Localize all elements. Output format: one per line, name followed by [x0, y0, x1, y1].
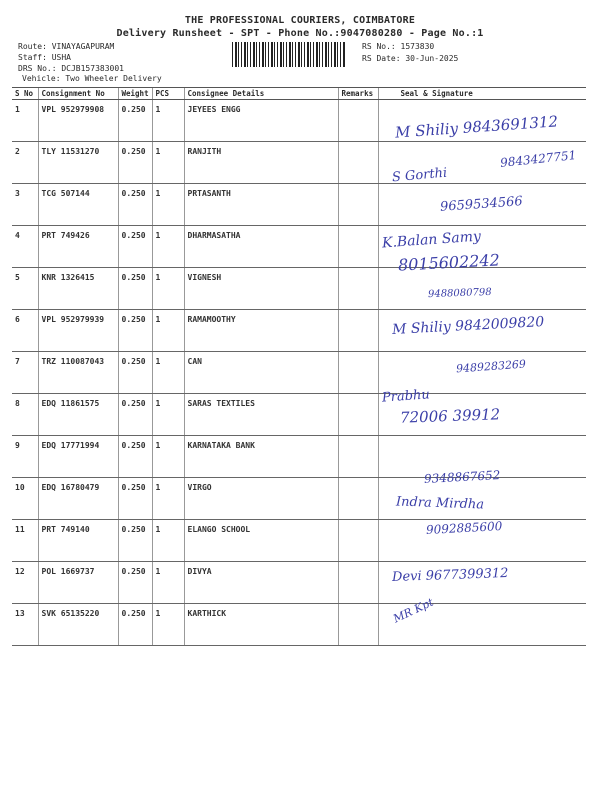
handwritten-signature: S Gorthi [391, 165, 448, 186]
cell-sno: 13 [12, 604, 38, 646]
table-row [12, 604, 586, 646]
col-sno: S No [12, 88, 38, 100]
handwritten-signature: M Shiliy 9843691312 [394, 112, 559, 142]
cell-remarks [338, 352, 378, 394]
runsheet-subtitle [0, 28, 600, 39]
cell-remarks [338, 436, 378, 478]
cell-weight: 0.250 [118, 520, 152, 562]
cell-sno: 6 [12, 310, 38, 352]
cell-consignee: VIGNESH [184, 268, 338, 310]
cell-consignee: CAN [184, 352, 338, 394]
cell-consignment: EDQ 16780479 [38, 478, 118, 520]
cell-remarks [338, 520, 378, 562]
cell-weight: 0.250 [118, 100, 152, 142]
cell-pcs: 1 [152, 226, 184, 268]
vehicle-label: Vehicle: Two Wheeler Delivery [22, 74, 162, 83]
cell-consignment: PRT 749426 [38, 226, 118, 268]
cell-sno: 2 [12, 142, 38, 184]
cell-weight: 0.250 [118, 604, 152, 646]
cell-consignment: KNR 1326415 [38, 268, 118, 310]
handwritten-signature: 9092885600 [425, 519, 503, 537]
col-consignment: Consignment No [38, 88, 118, 100]
cell-consignee: RAMAMOOTHY [184, 310, 338, 352]
handwritten-signature: 9488080798 [427, 286, 492, 301]
cell-sno: 7 [12, 352, 38, 394]
cell-consignment: EDQ 17771994 [38, 436, 118, 478]
cell-sno: 10 [12, 478, 38, 520]
cell-remarks [338, 184, 378, 226]
cell-weight: 0.250 [118, 184, 152, 226]
cell-weight: 0.250 [118, 142, 152, 184]
table-row [12, 268, 586, 310]
handwritten-signature: M Shiliy 9842009820 [391, 314, 545, 338]
cell-weight: 0.250 [118, 562, 152, 604]
barcode-image [232, 42, 345, 67]
cell-remarks [338, 478, 378, 520]
cell-consignee: DHARMASATHA [184, 226, 338, 268]
rs-date: RS Date: 30-Jun-2025 [362, 54, 459, 63]
handwritten-signature: 9659534566 [439, 194, 524, 215]
cell-consignment: TCG 507144 [38, 184, 118, 226]
cell-weight: 0.250 [118, 436, 152, 478]
cell-remarks [338, 604, 378, 646]
subtitle-right: - Page No.:1 [402, 28, 484, 39]
cell-sno: 11 [12, 520, 38, 562]
subtitle-left: Delivery Runsheet - SPT - Phone No.: [116, 28, 341, 39]
cell-remarks [338, 562, 378, 604]
cell-sno: 9 [12, 436, 38, 478]
cell-consignee: VIRGO [184, 478, 338, 520]
cell-consignment: POL 1669737 [38, 562, 118, 604]
cell-remarks [338, 268, 378, 310]
handwritten-signature: Devi 9677399312 [391, 565, 509, 586]
cell-weight: 0.250 [118, 268, 152, 310]
staff-label: Staff: USHA [18, 53, 71, 62]
cell-weight: 0.250 [118, 352, 152, 394]
handwritten-signature: 9843427751 [499, 148, 577, 170]
cell-consignee: SARAS TEXTILES [184, 394, 338, 436]
col-signature: Seal & Signature [378, 88, 586, 100]
handwritten-signature: 9489283269 [455, 357, 527, 376]
handwritten-signature: K.Balan Samy [381, 228, 482, 252]
cell-sno: 1 [12, 100, 38, 142]
drs-number: DRS No.: DCJB157383001 [18, 64, 124, 73]
cell-consignee: PRTASANTH [184, 184, 338, 226]
cell-consignee: JEYEES ENGG [184, 100, 338, 142]
col-remarks: Remarks [338, 88, 378, 100]
cell-pcs: 1 [152, 100, 184, 142]
cell-sno: 4 [12, 226, 38, 268]
table-header-row [12, 88, 586, 100]
cell-consignment: TRZ 110087043 [38, 352, 118, 394]
cell-pcs: 1 [152, 604, 184, 646]
company-title: THE PROFESSIONAL COURIERS, COIMBATORE [184, 15, 416, 26]
handwritten-signature: 8015602242 [397, 250, 501, 275]
table-row [12, 352, 586, 394]
cell-remarks [338, 226, 378, 268]
cell-consignment: TLY 11531270 [38, 142, 118, 184]
cell-pcs: 1 [152, 184, 184, 226]
cell-weight: 0.250 [118, 394, 152, 436]
cell-weight: 0.250 [118, 478, 152, 520]
cell-weight: 0.250 [118, 226, 152, 268]
cell-remarks [338, 142, 378, 184]
cell-pcs: 1 [152, 436, 184, 478]
handwritten-signature: MR Kpt [391, 595, 436, 626]
handwritten-signature: Prabhu [381, 387, 431, 406]
cell-pcs: 1 [152, 268, 184, 310]
handwritten-signature: 72006 39912 [399, 405, 501, 427]
cell-pcs: 1 [152, 142, 184, 184]
cell-pcs: 1 [152, 478, 184, 520]
cell-remarks [338, 394, 378, 436]
cell-pcs: 1 [152, 520, 184, 562]
cell-pcs: 1 [152, 562, 184, 604]
cell-consignment: VPL 952979939 [38, 310, 118, 352]
handwritten-signature: Indra Mirdha [395, 494, 485, 513]
cell-sno: 3 [12, 184, 38, 226]
cell-pcs: 1 [152, 352, 184, 394]
rs-number: RS No.: 1573830 [362, 42, 435, 51]
col-consignee: Consignee Details [184, 88, 338, 100]
cell-sno: 5 [12, 268, 38, 310]
cell-weight: 0.250 [118, 310, 152, 352]
col-weight: Weight [118, 88, 152, 100]
cell-consignment: SVK 65135220 [38, 604, 118, 646]
cell-consignment: PRT 749140 [38, 520, 118, 562]
col-pcs: PCS [152, 88, 184, 100]
cell-pcs: 1 [152, 394, 184, 436]
cell-remarks [338, 310, 378, 352]
cell-remarks [338, 100, 378, 142]
table-row [12, 478, 586, 520]
cell-sno: 12 [12, 562, 38, 604]
route-label: Route: VINAYAGAPURAM [18, 42, 115, 51]
handwritten-signature: 9348867652 [423, 468, 501, 486]
cell-consignee: KARTHICK [184, 604, 338, 646]
cell-sno: 8 [12, 394, 38, 436]
cell-consignee: RANJITH [184, 142, 338, 184]
cell-consignee: KARNATAKA BANK [184, 436, 338, 478]
phone-number: 9047080280 [340, 28, 403, 39]
cell-consignment: EDQ 11861575 [38, 394, 118, 436]
cell-pcs: 1 [152, 310, 184, 352]
cell-consignment: VPL 952979908 [38, 100, 118, 142]
cell-consignee: DIVYA [184, 562, 338, 604]
table-row [12, 226, 586, 268]
cell-consignee: ELANGO SCHOOL [184, 520, 338, 562]
